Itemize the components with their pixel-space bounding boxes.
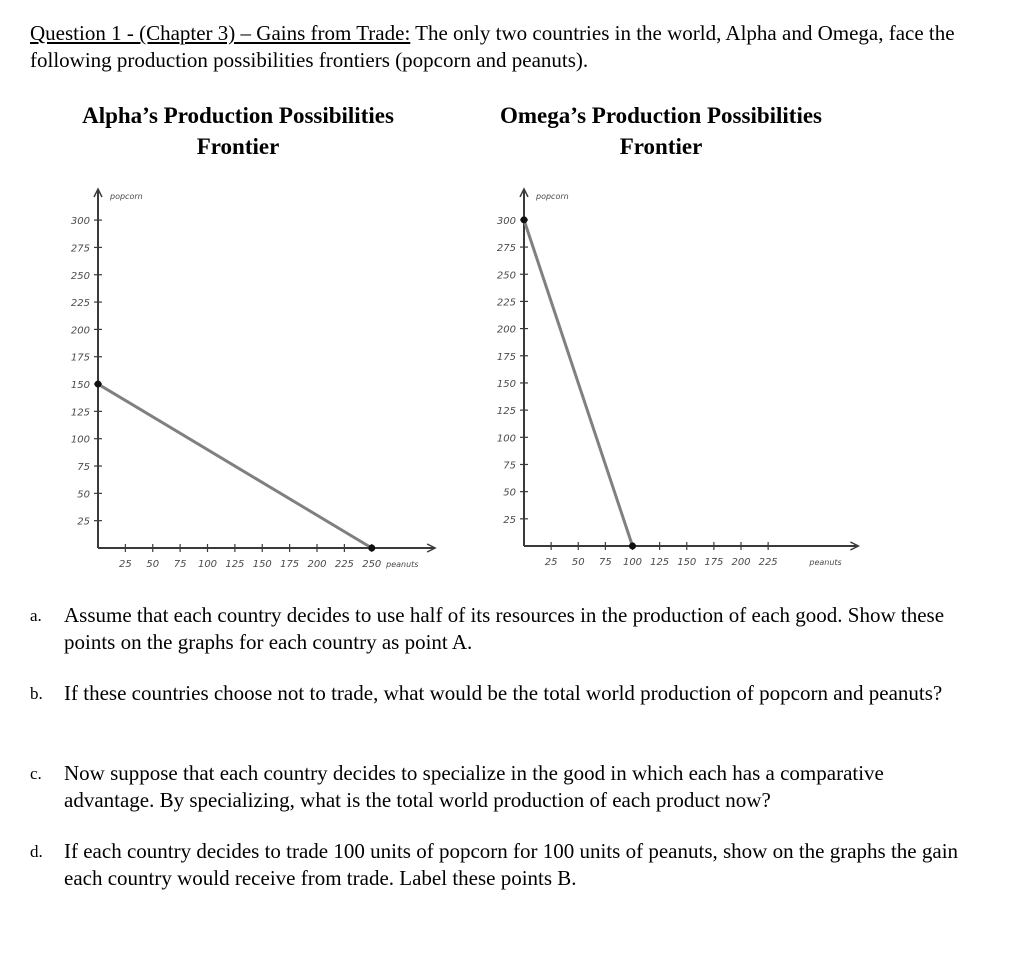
alpha-ppf-line [98, 384, 372, 548]
alpha-y-tick-label: 150 [70, 380, 90, 392]
alpha-x-tick-label: 25 [119, 559, 132, 570]
omega-x-tick-label: 175 [704, 557, 724, 568]
omega-y-tick-label: 300 [496, 215, 516, 227]
omega-chart-title [461, 100, 861, 162]
omega-y-axis-label: popcorn [536, 191, 569, 201]
alpha-y-tick-label: 250 [70, 270, 90, 282]
omega-x-tick-label: 225 [758, 557, 778, 568]
omega-y-tick-label: 125 [496, 406, 516, 418]
alpha-y-tick-label: 100 [70, 434, 90, 446]
omega-x-tick-label: 100 [622, 557, 643, 568]
omega-title-line2: Frontier [619, 134, 703, 159]
alpha-x-axis-label: peanuts [386, 560, 419, 569]
omega-ppf-line [524, 220, 633, 546]
alpha-y-tick-label: 300 [70, 216, 90, 228]
alpha-y-tick-label: 125 [70, 407, 90, 419]
alpha-x-tick-label: 150 [252, 559, 272, 570]
omega-x-tick-label: 25 [544, 557, 558, 568]
alpha-y-tick-label: 175 [70, 352, 90, 364]
alpha-ppf-point [95, 381, 102, 388]
alpha-ppf-point [368, 545, 375, 552]
omega-y-tick-label: 250 [496, 270, 516, 282]
question-a-letter: a. [30, 606, 42, 625]
omega-ppf-point [629, 543, 636, 550]
question-a-text: Assume that each country decides to use half of its resources in the production of each good. Show these points on the graphs for each country as point A. [64, 603, 945, 654]
omega-ppf-chart [470, 180, 880, 580]
alpha-y-tick-label: 200 [70, 325, 90, 337]
question-c-text: Now suppose that each country decides to specialize in the good in which each has a comparative advantage. By specializing, what is the total world production of each product now? [64, 761, 884, 812]
alpha-x-tick-label: 250 [362, 559, 382, 570]
omega-y-tick-label: 75 [503, 460, 516, 472]
omega-ppf-point [521, 216, 528, 223]
omega-x-tick-label: 75 [599, 557, 612, 568]
alpha-x-tick-label: 50 [146, 559, 160, 570]
omega-x-tick-label: 200 [731, 557, 751, 568]
omega-y-tick-label: 150 [496, 378, 516, 390]
omega-y-tick-label: 100 [496, 433, 516, 445]
omega-y-tick-label: 225 [496, 297, 516, 309]
alpha-chart-title [38, 100, 438, 162]
question-intro-text: The only two countries in the world, Alpha and Omega, face the following production possibilities frontiers (popcorn and peanuts). [30, 21, 955, 72]
question-intro [30, 20, 990, 74]
omega-y-tick-label: 175 [496, 351, 516, 363]
alpha-ppf-chart [40, 180, 450, 580]
alpha-x-tick-label: 175 [280, 559, 300, 570]
question-b-text: If these countries choose not to trade, what would be the total world production of popcorn and peanuts? [64, 681, 943, 705]
omega-title-line1: Omega’s Production Possibilities [500, 103, 822, 128]
alpha-x-tick-label: 75 [173, 559, 187, 570]
omega-x-tick-label: 125 [650, 557, 670, 568]
question-c-letter: c. [30, 764, 42, 783]
alpha-x-tick-label: 125 [225, 559, 245, 570]
alpha-y-tick-label: 275 [70, 243, 90, 255]
question-d-text: If each country decides to trade 100 units of popcorn for 100 units of peanuts, show on the graphs the gain each country would receive from trade. Label these points B. [64, 839, 959, 890]
omega-x-tick-label: 150 [677, 557, 697, 568]
alpha-x-tick-label: 200 [307, 559, 327, 570]
alpha-y-tick-label: 75 [77, 462, 90, 474]
alpha-x-tick-label: 225 [334, 559, 354, 570]
alpha-title-line2: Frontier [196, 134, 280, 159]
alpha-x-tick-label: 100 [197, 559, 218, 570]
question-b-letter: b. [30, 684, 43, 703]
alpha-y-axis-label: popcorn [110, 192, 143, 202]
omega-y-tick-label: 200 [496, 324, 516, 336]
omega-y-tick-label: 275 [496, 243, 516, 255]
question-d-letter: d. [30, 842, 43, 861]
question-label: Question 1 - (Chapter 3) – Gains from Trade: [30, 21, 411, 45]
omega-x-axis-label: peanuts [809, 558, 842, 567]
alpha-y-tick-label: 25 [77, 516, 90, 528]
omega-y-tick-label: 50 [503, 487, 516, 499]
alpha-y-tick-label: 225 [70, 298, 90, 310]
omega-x-tick-label: 50 [571, 557, 585, 568]
alpha-y-tick-label: 50 [77, 489, 90, 501]
alpha-title-line1: Alpha’s Production Possibilities [82, 103, 394, 128]
omega-y-tick-label: 25 [503, 514, 516, 526]
